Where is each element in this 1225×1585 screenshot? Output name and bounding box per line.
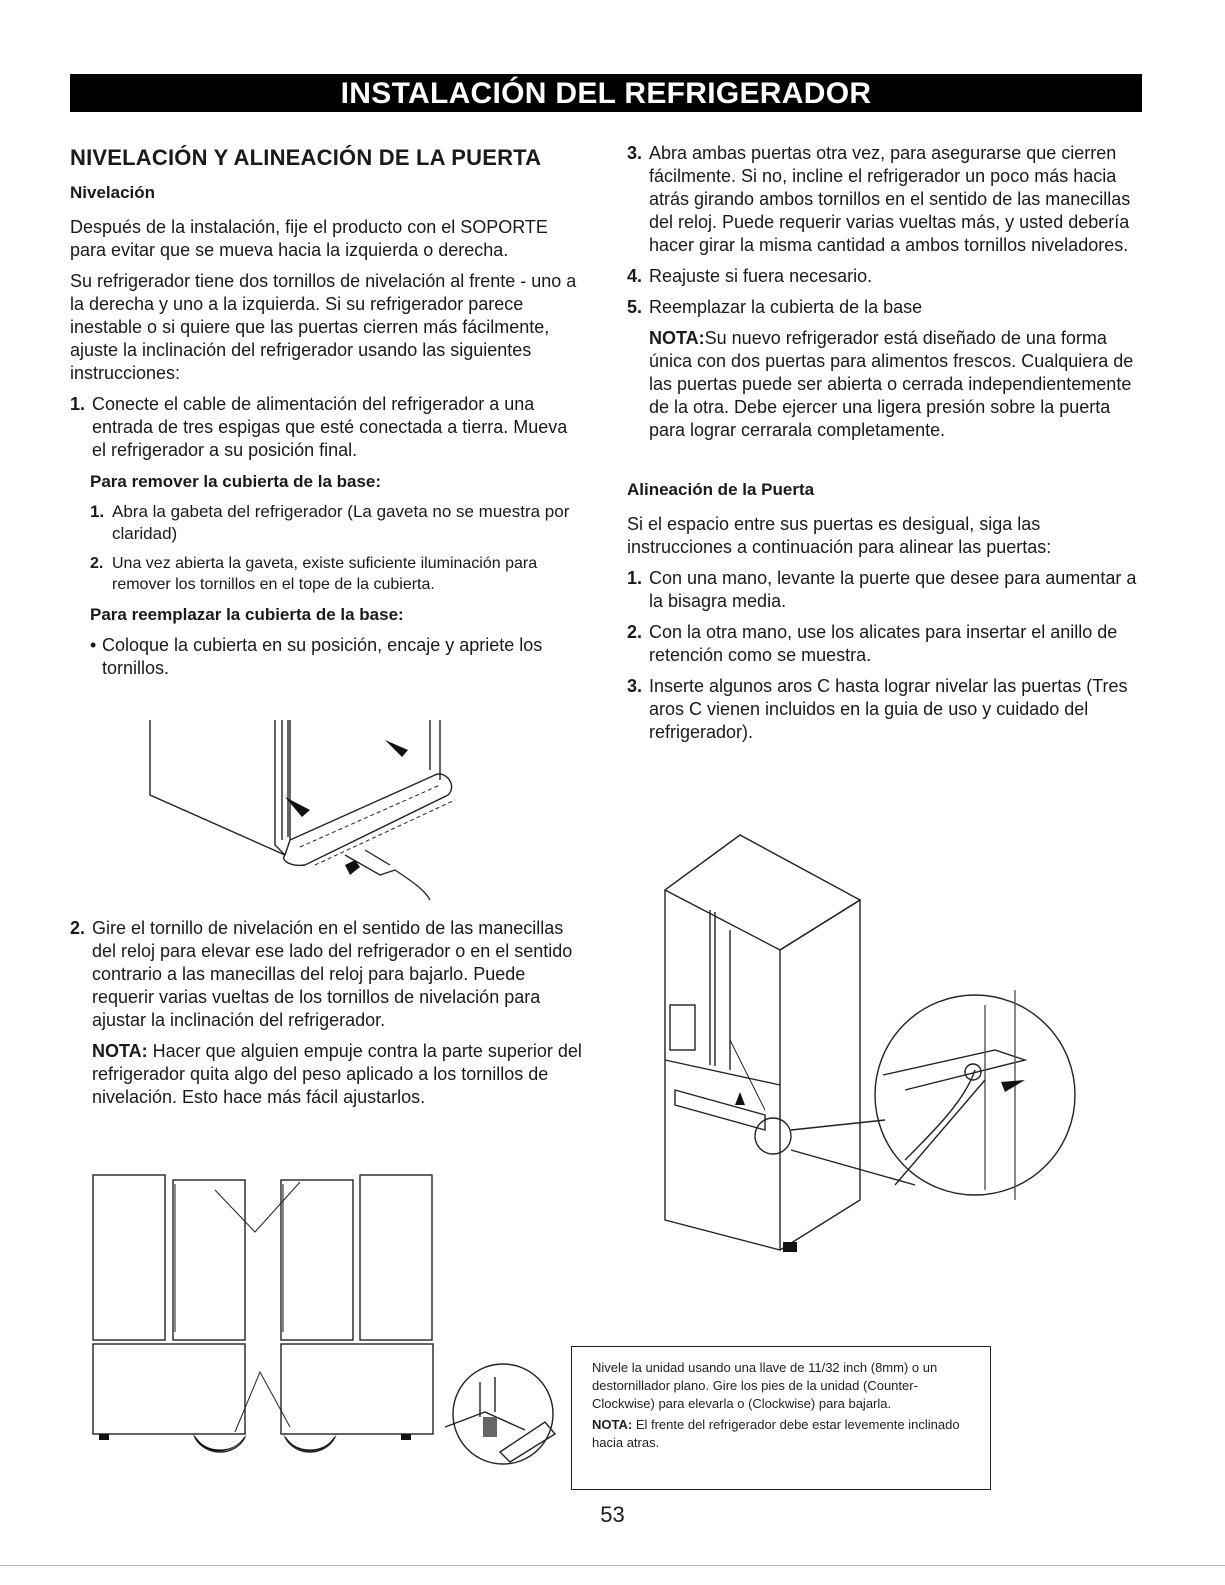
caption-note — [592, 1416, 976, 1452]
note-label: NOTA: — [592, 1417, 633, 1432]
remove-cover-heading: Para remover la cubierta de la base: — [90, 472, 382, 491]
note-leveling — [92, 1040, 585, 1109]
leveling-foot-icon — [483, 1417, 497, 1437]
remove-step-2 — [90, 553, 585, 595]
note-doors — [649, 327, 1147, 442]
step-number: 1. — [70, 394, 86, 414]
remove-cover-steps — [90, 501, 585, 595]
arrow-icon — [385, 740, 408, 757]
rotation-arrow-icon — [283, 1434, 337, 1451]
align-step-2 — [627, 621, 1147, 667]
step-number: 4. — [627, 266, 643, 286]
rotation-arrow-icon — [193, 1434, 247, 1451]
leveling-caption-box — [571, 1346, 991, 1490]
step-number: 3. — [627, 143, 643, 163]
paragraph-intro: Después de la instalación, fije el producto con el SOPORTE para evitar que se mueva hacia la izquierda o derecha. — [70, 217, 548, 260]
step-number: 5. — [627, 297, 643, 317]
step-text: Gire el tornillo de nivelación en el sentido de las manecillas del reloj para elevar ese lado del refrigerador o en el sentido contrario a las manecillas del reloj para bajarlo. Puede requerir varias vueltas de los tornillos de nivelación para ajustar la inclinación del refrigerador. — [92, 918, 573, 1030]
step-2 — [70, 917, 585, 1032]
remove-step-1 — [90, 501, 585, 545]
arrow-icon — [1001, 1080, 1025, 1092]
left-column-lower — [70, 917, 585, 1117]
step-text: Con la otra mano, use los alicates para insertar el anillo de retención como se muestra. — [649, 622, 1118, 665]
caption-text: Nivele la unidad usando una llave de 11/32 inch (8mm) o un destornillador plano. Gire los pies de la unidad (Counter-Clockwise) para elevarla o (Clockwise) para bajarla. — [592, 1360, 938, 1411]
left-column — [70, 142, 585, 680]
step-number: 1. — [627, 568, 643, 588]
subheading-nivelacion: Nivelación — [70, 183, 156, 202]
base-cover-illustration — [140, 715, 460, 905]
step-number: 2. — [627, 622, 643, 642]
step-text: Inserte algunos aros C hasta lograr nivelar las puertas (Tres aros C vienen incluidos en la guia de uso y cuidado del refrigerador). — [649, 676, 1128, 742]
step-text: Reajuste si fuera necesario. — [649, 266, 873, 286]
step-number: 2. — [70, 918, 86, 938]
step-text: Reemplazar la cubierta de la base — [649, 297, 923, 317]
note-text: El frente del refrigerador debe estar levemente inclinado hacia atras. — [592, 1417, 960, 1450]
step-text: Conecte el cable de alimentación del refrigerador a una entrada de tres espigas que esté conectada a tierra. Mueva el refrigerador a su posición final. — [92, 394, 568, 460]
step-text: Con una mano, levante la puerte que desee para aumentar a la bisagra media. — [649, 568, 1137, 611]
note-label: NOTA: — [649, 328, 705, 348]
step-text: Abra la gabeta del refrigerador (La gaveta no se muestra por claridad) — [112, 502, 570, 543]
step-text: Abra ambas puertas otra vez, para asegurarse que cierren fácilmente. Si no, incline el refrigerador un poco más hacia atrás girando ambos tornillos en el sentido de las manecillas del reloj. Puede requerir varias vueltas más, y usted debería hacer girar la misma cantidad a ambos tornillos niveladores. — [649, 143, 1131, 255]
align-step-1 — [627, 567, 1147, 613]
step-number: 3. — [627, 676, 643, 696]
align-step-3 — [627, 675, 1147, 744]
paragraph-align-intro: Si el espacio entre sus puertas es desigual, siga las instrucciones a continuación para alinear las puertas: — [627, 514, 1052, 557]
arrow-icon — [735, 1092, 745, 1105]
note-label: NOTA: — [92, 1041, 148, 1061]
page-bottom-divider — [0, 1565, 1225, 1566]
step-text: Una vez abierta la gaveta, existe suficiente iluminación para remover los tornillos en el tope de la cubierta. — [112, 555, 538, 593]
step-4 — [627, 265, 1147, 288]
page-number: 53 — [600, 1502, 625, 1527]
step-5 — [627, 296, 1147, 319]
bullet-text: Coloque la cubierta en su posición, encaje y apriete los tornillos. — [102, 635, 543, 678]
section-title-banner: INSTALACIÓN DEL REFRIGERADOR — [70, 74, 1142, 112]
arrow-icon — [285, 797, 310, 817]
step-1 — [70, 393, 585, 462]
leveling-foot-icon — [783, 1242, 797, 1252]
door-leveling-illustration — [85, 1172, 570, 1492]
paragraph-screws: Su refrigerador tiene dos tornillos de nivelación al frente - uno a la derecha y uno a la izquierda. Si su refrigerador parece inestable o si quiere que las puertas cierren más fácilmente, ajuste la inclinación del refrigerador usando las siguientes instrucciones: — [70, 271, 577, 383]
right-column — [627, 142, 1147, 752]
step-number: 2. — [90, 555, 104, 572]
step-3 — [627, 142, 1147, 257]
replace-cover-bullet — [90, 634, 585, 680]
replace-cover-heading: Para reemplazar la cubierta de la base: — [90, 605, 404, 624]
subheading-alineacion: Alineación de la Puerta — [627, 480, 815, 499]
note-text: Hacer que alguien empuje contra la parte superior del refrigerador quita algo del peso aplicado a los tornillos de nivelación. Esto hace más fácil ajustarlos. — [92, 1041, 582, 1107]
door-alignment-illustration — [655, 830, 1145, 1260]
step-number: 1. — [90, 502, 105, 521]
section-heading: NIVELACIÓN Y ALINEACIÓN DE LA PUERTA — [70, 145, 542, 170]
bullet-dot: • — [90, 635, 97, 655]
note-text: Su nuevo refrigerador está diseñado de una forma única con dos puertas para alimentos frescos. Cualquiera de las puertas puede ser abierta o cerrada independientemente de la otra. Debe ejercer una ligera presión sobre la puerta para lograr cerrarala completamente. — [649, 328, 1134, 440]
